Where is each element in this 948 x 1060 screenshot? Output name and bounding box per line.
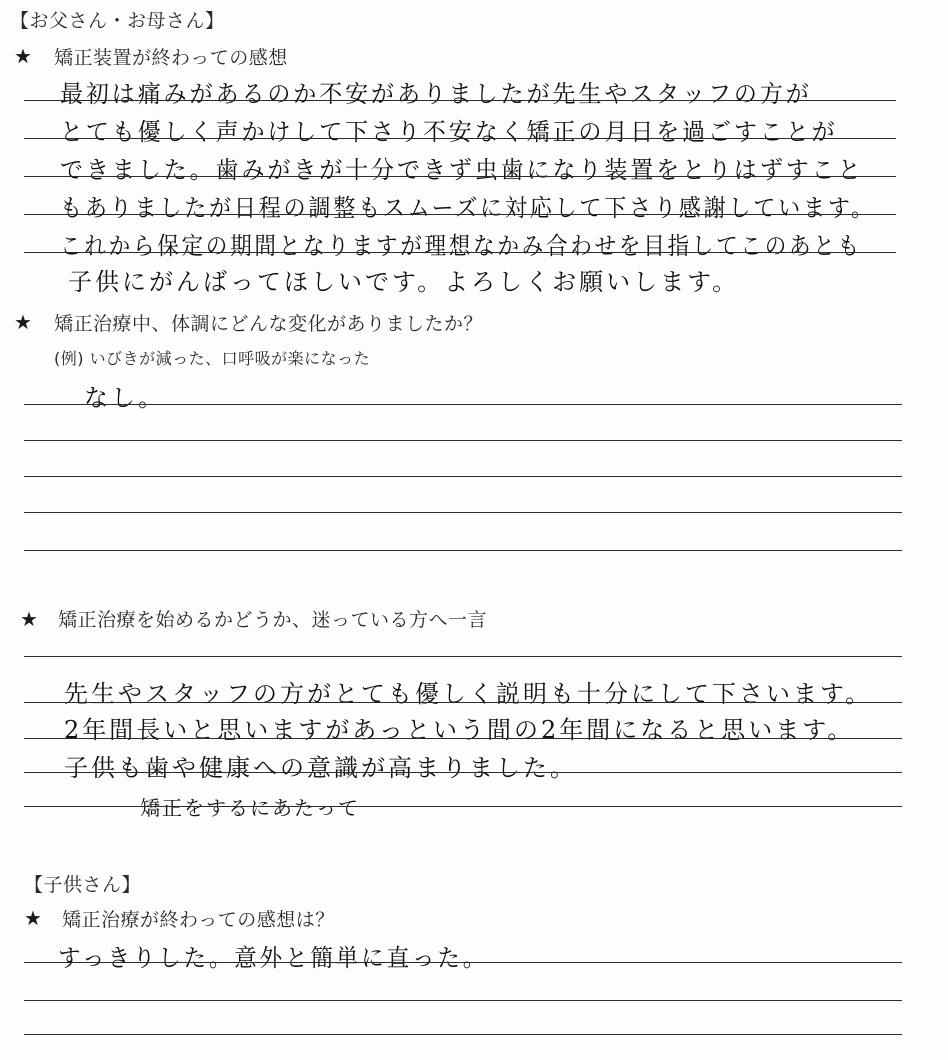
ruled-line — [24, 252, 896, 253]
question-3: 矯正治療を始めるかどうか、迷っている方へ一言 — [58, 609, 488, 631]
ruled-line — [24, 702, 902, 703]
ruled-line — [24, 1000, 902, 1001]
ruled-line — [24, 962, 902, 963]
ruled-line — [24, 656, 902, 657]
question-1: 矯正装置が終わっての感想 — [54, 47, 288, 69]
ruled-line — [24, 440, 902, 441]
ruled-line — [24, 214, 896, 215]
ruled-line — [24, 512, 902, 513]
ruled-line — [24, 100, 896, 101]
answer-line-2: とても優しく声かけして下さり不安なく矯正の月日を過ごすことが — [60, 118, 838, 146]
answer-line-4: もありましたが日程の調整もスムーズに対応して下さり感謝しています。 — [60, 194, 876, 222]
answer-line-3: できました。歯みがきが十分できず虫歯になり装置をとりはずすこと — [60, 156, 864, 184]
answer-line-1: 最初は痛みがあるのか不安がありましたが先生やスタッフの方が — [60, 80, 812, 108]
answer-q3-line-3: 子供も歯や健康への意識が高まりました。 — [64, 754, 577, 782]
child-heading: 【子供さん】 — [24, 874, 142, 896]
ruled-line — [24, 806, 902, 807]
star-icon: ★ — [14, 310, 32, 334]
ruled-line — [24, 738, 902, 739]
star-icon: ★ — [24, 906, 42, 930]
answer-q2: なし。 — [84, 384, 165, 412]
star-icon: ★ — [20, 607, 38, 631]
answer-line-6: 子供にがんばってほしいです。よろしくお願いします。 — [68, 268, 740, 296]
ruled-line — [24, 138, 896, 139]
parents-heading: 【お父さん・お母さん】 — [10, 10, 225, 32]
ruled-line — [24, 550, 902, 551]
child-answer: すっきりした。意外と簡単に直った。 — [58, 944, 489, 972]
star-icon: ★ — [14, 44, 32, 68]
ruled-line — [24, 772, 902, 773]
answer-q3-insertion: 矯正をするにあたって — [140, 796, 360, 820]
ruled-line — [24, 476, 902, 477]
answer-q3-line-1: 先生やスタッフの方がとても優しく説明も十分にして下さいます。 — [64, 680, 873, 708]
answer-line-5: これから保定の期間となりますが理想なかみ合わせを目指してこのあとも — [60, 232, 862, 260]
ruled-line — [24, 176, 896, 177]
child-question-1: 矯正治療が終わっての感想は？ — [62, 909, 335, 931]
ruled-line — [24, 1034, 902, 1035]
ruled-line — [24, 404, 902, 405]
answer-q3-line-2: 2年間長いと思いますがあっという間の2年間になると思います。 — [64, 716, 855, 744]
question-2-example: (例) いびきが減った、口呼吸が楽になった — [54, 349, 371, 368]
question-2: 矯正治療中、体調にどんな変化がありましたか？ — [54, 313, 484, 335]
